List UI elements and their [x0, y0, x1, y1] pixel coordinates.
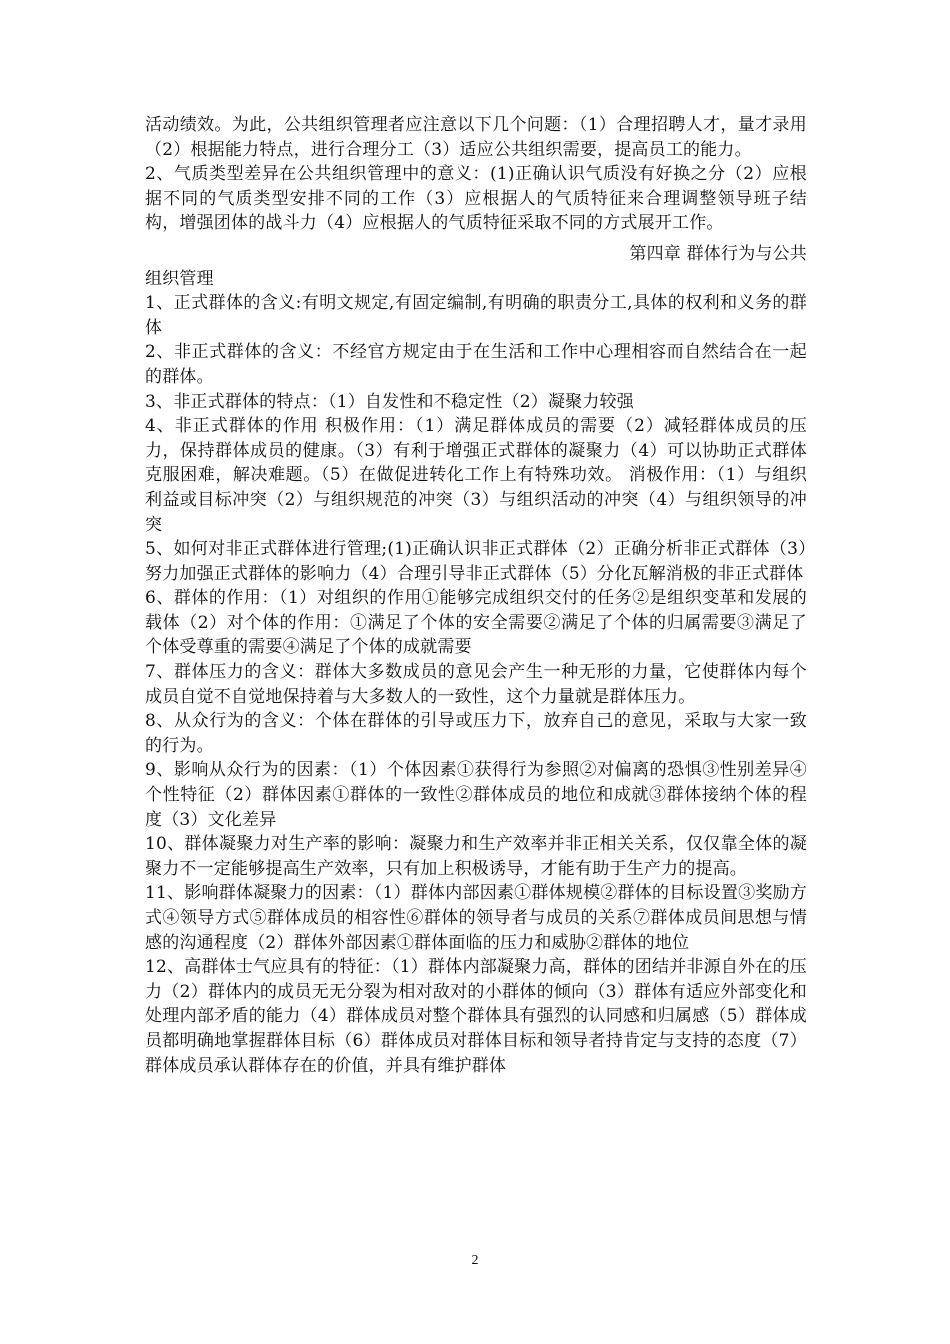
paragraph-informal-group-definition: 2、非正式群体的含义：不经官方规定由于在生活和工作中心理相容而自然结合在一起的群体。: [145, 342, 807, 387]
paragraph-intro-continuation: 活动绩效。为此，公共组织管理者应注意以下几个问题：（1）合理招聘人才，量才录用（2）根据能力特点，进行合理分工（3）适应公共组织需要，提高员工的能力。: [145, 115, 807, 160]
paragraph-cohesion-factors: 11、影响群体凝聚力的因素：（1）群体内部因素①群体规模②群体的目标设置③奖励方式④领导方式⑤群体成员的相容性⑥群体的领导者与成员的关系⑦群体成员间思想与情感的沟通程度（2）群体外部因素①群体面临的压力和威胁②群体的地位: [145, 883, 807, 953]
paragraph-conformity-factors: 9、影响从众行为的因素：（1）个体因素①获得行为参照②对偏离的恐惧③性别差异④个性特征（2）群体因素①群体的一致性②群体成员的地位和成就③群体接纳个体的程度（3）文化差异: [145, 760, 807, 830]
chapter-heading-continuation: 组织管理: [145, 268, 214, 289]
paragraph-conformity-definition: 8、从众行为的含义：个体在群体的引导或压力下，放弃自己的意见，采取与大家一致的行为。: [145, 711, 807, 756]
paragraph-group-functions: 6、群体的作用：（1）对组织的作用①能够完成组织交付的任务②是组织变革和发展的载体（2）对个体的作用：①满足了个体的安全需要②满足了个体的归属需要③满足了个体受尊重的需要④满足了个体的成就需要: [145, 588, 807, 658]
paragraph-group-pressure: 7、群体压力的含义：群体大多数成员的意见会产生一种无形的力量，它使群体内每个成员自觉不自觉地保持着与大多数人的一致性，这个力量就是群体压力。: [145, 662, 807, 707]
paragraph-informal-group-effects: 4、非正式群体的作用 积极作用：（1）满足群体成员的需要（2）减轻群体成员的压力，保持群体成员的健康。（3）有利于增强正式群体的凝聚力（4）可以协助正式群体克服困难，解决难题。（5）在做促进转化工作上有特殊功效。 消极作用：（1）与组织利益或目标冲突（2）与组织规范的冲突（3）与组织活动的冲突（4）与组织领导的冲突: [145, 416, 807, 535]
chapter-heading: 第四章 群体行为与公共: [629, 243, 807, 264]
paragraph-high-morale-traits: 12、高群体士气应具有的特征：（1）群体内部凝聚力高，群体的团结并非源自外在的压力（2）群体内的成员无无分裂为相对敌对的小群体的倾向（3）群体有适应外部变化和处理内部矛盾的能力（4）群体成员对整个群体具有强烈的认同感和归属感（5）群体成员都明确地掌握群体目标（6）群体成员对群体目标和领导者持肯定与支持的态度（7）群体成员承认群体存在的价值，并具有维护群体: [145, 957, 807, 1076]
document-page: [145, 113, 807, 1078]
page-number: 2: [471, 1253, 479, 1268]
paragraph-temperament-significance: 2、气质类型差异在公共组织管理中的意义：(1)正确认识气质没有好换之分（2）应根据不同的气质类型安排不同的工作（3）应根据人的气质特征来合理调整领导班子结构，增强团体的战斗力（4）应根据人的气质特征采取不同的方式展开工作。: [145, 164, 807, 234]
paragraph-informal-group-traits: 3、非正式群体的特点：（1）自发性和不稳定性（2）凝聚力较强: [145, 391, 634, 412]
paragraph-informal-group-management: 5、如何对非正式群体进行管理;(1)正确认识非正式群体（2）正确分析非正式群体（3）努力加强正式群体的影响力（4）合理引导非正式群体（5）分化瓦解消极的非正式群体: [145, 539, 807, 584]
paragraph-cohesion-productivity: 10、群体凝聚力对生产率的影响：凝聚力和生产效率并非正相关关系，仅仅靠全体的凝聚力不一定能够提高生产效率，只有加上积极诱导，才能有助于生产力的提高。: [145, 834, 807, 879]
paragraph-formal-group-definition: 1、正式群体的含义:有明文规定,有固定编制,有明确的职责分工,具体的权利和义务的群体: [145, 293, 807, 338]
